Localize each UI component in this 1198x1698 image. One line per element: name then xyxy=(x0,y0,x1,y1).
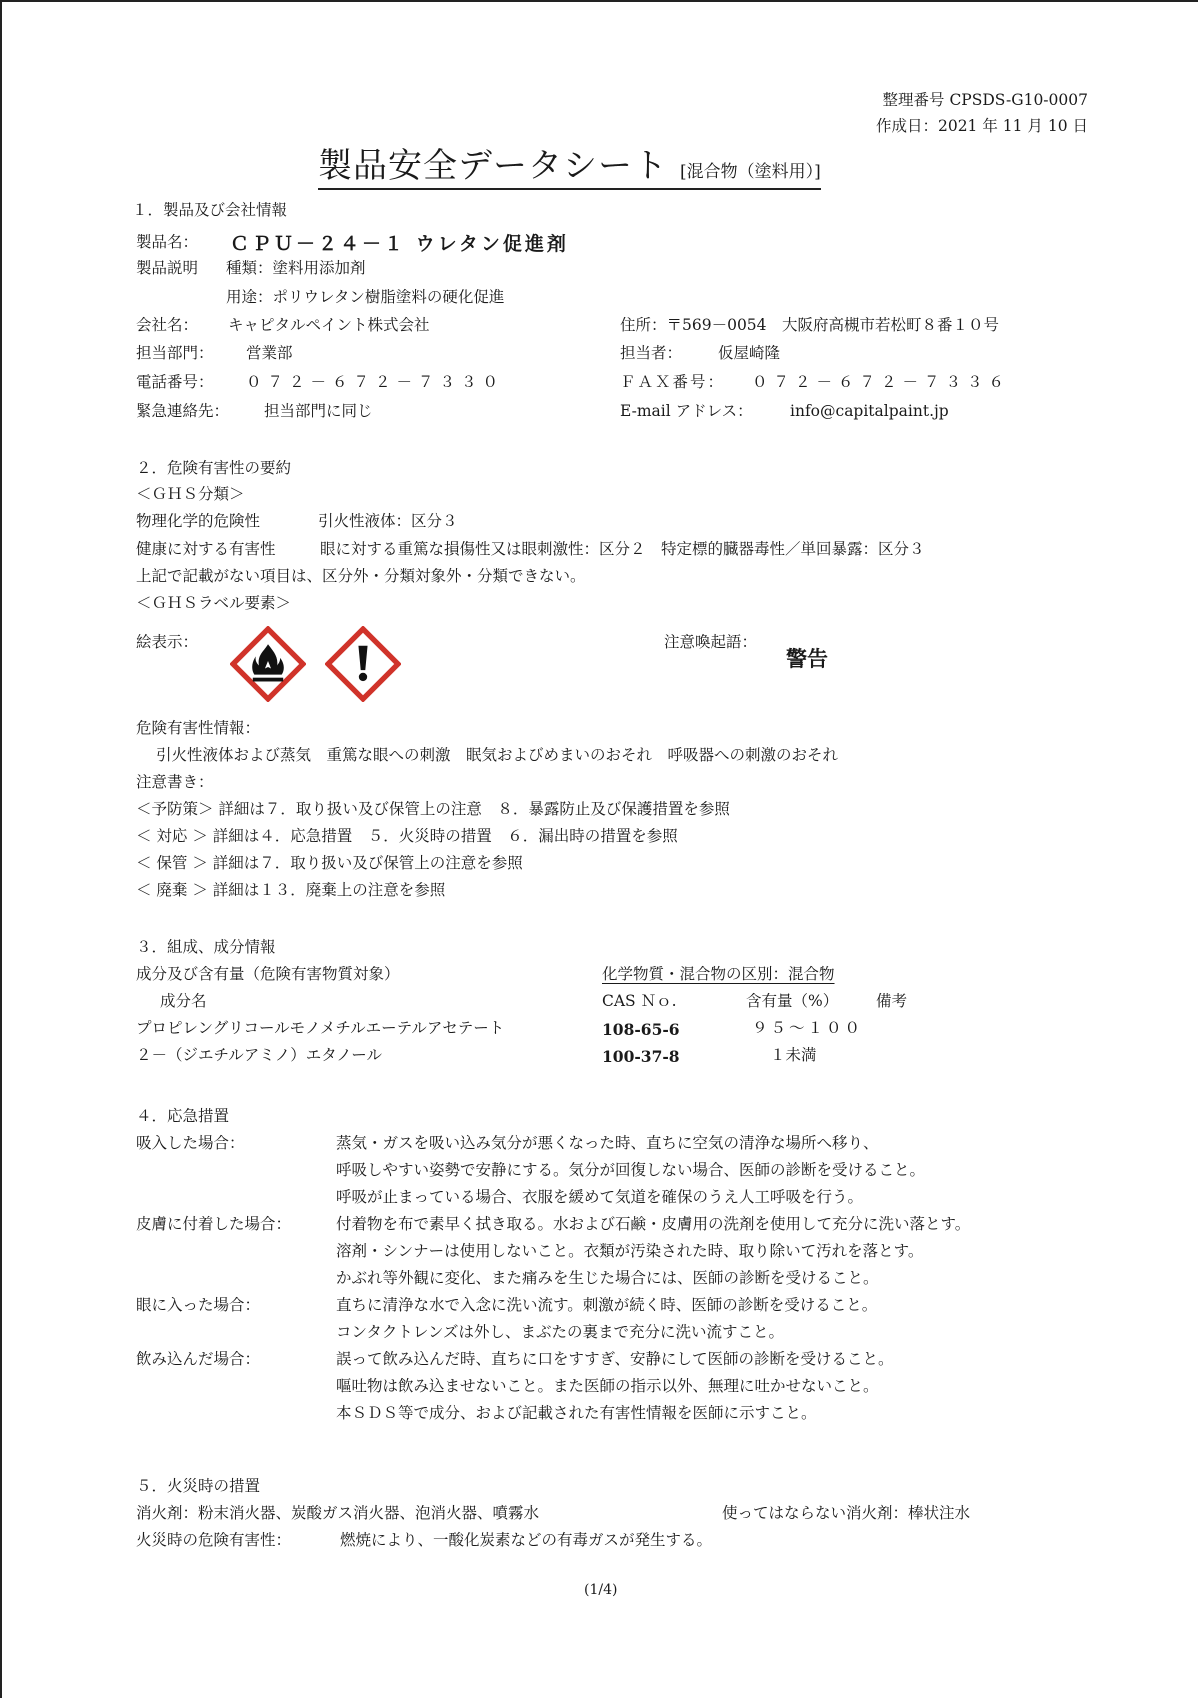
pictogram-label: 絵表示： xyxy=(136,633,199,651)
email-label: E-mail アドレス： xyxy=(620,402,753,420)
email-value: info@capitalpaint.jp xyxy=(790,402,949,420)
col-header-cas: CAS Ｎｏ. xyxy=(602,992,677,1010)
ref-number: 整理番号 CPSDS-G10-0007 xyxy=(882,91,1088,109)
content-label: 成分及び含有量（危険有害物質対象） xyxy=(136,965,400,983)
col-header-name: 成分名 xyxy=(160,992,207,1010)
hazard-info: 引火性液体および蒸気 重篤な眼への刺激 眠気およびめまいのおそれ 呼吸器への刺激のおそれ xyxy=(156,746,839,764)
component-row-2-name: ２－（ジエチルアミノ）エタノール xyxy=(136,1046,382,1064)
emergency-label: 緊急連絡先： xyxy=(136,402,230,420)
first-aid-inhalation-line: 蒸気・ガスを吸い込み気分が悪くなった時、直ちに空気の清浄な場所へ移り、 xyxy=(336,1134,879,1152)
first-aid-skin-line: 付着物を布で素早く拭き取る。水および石鹸・皮膚用の洗剤を使用して充分に洗い落とす。 xyxy=(336,1215,971,1233)
phone-label: 電話番号： xyxy=(136,373,214,391)
component-row-1-content: ９５～１００ xyxy=(752,1019,864,1037)
product-name: ＣＰＵ－２４－１ ウレタン促進剤 xyxy=(230,233,569,255)
first-aid-eye-line: コンタクトレンズは外し、まぶたの裏まで充分に洗い流すこと。 xyxy=(336,1323,785,1341)
ghs-class-heading: ＜ＧＨＳ分類＞ xyxy=(136,485,245,503)
flame-icon xyxy=(230,626,306,702)
product-type: 種類：塗料用添加剤 xyxy=(226,259,366,277)
first-aid-eye-line: 直ちに清浄な水で入念に洗い流す。刺激が続く時、医師の診断を受けること。 xyxy=(336,1296,878,1314)
phone-value: ０７２－６７２－７３３０ xyxy=(246,373,505,391)
first-aid-inhalation-line: 呼吸が止まっている場合、衣服を緩めて気道を確保のうえ人工呼吸を行う。 xyxy=(336,1188,864,1206)
first-aid-ingestion-label: 飲み込んだ場合： xyxy=(136,1350,261,1368)
precaution-storage: ＜ 保管 ＞ 詳細は７．取り扱い及び保管上の注意を参照 xyxy=(136,854,523,872)
first-aid-inhalation-line: 呼吸しやすい姿勢で安静にする。気分が回復しない場合、医師の診断を受けること。 xyxy=(336,1161,926,1179)
col-header-note: 備考 xyxy=(876,992,908,1010)
section3-heading: ３．組成、成分情報 xyxy=(136,938,276,956)
created-date: 作成日：2021 年 11 月 10 日 xyxy=(875,117,1088,135)
substance-classification: 化学物質・混合物の区別：混合物 xyxy=(602,965,835,983)
section5-heading: ５．火災時の措置 xyxy=(136,1477,261,1495)
company-address: 住所：〒569－0054 大阪府高槻市若松町８番１０号 xyxy=(620,316,1000,334)
component-row-2-cas: 100-37-8 xyxy=(602,1047,680,1066)
first-aid-eye-label: 眼に入った場合： xyxy=(136,1296,261,1314)
dept-label: 担当部門： xyxy=(136,344,214,362)
fax-value: ０７２－６７２－７３３６ xyxy=(752,373,1011,391)
first-aid-ingestion-line: 本ＳＤＳ等で成分、および記載された有害性情報を医師に示すこと。 xyxy=(336,1404,817,1422)
signal-word-label: 注意喚起語： xyxy=(664,633,758,651)
dept-value: 営業部 xyxy=(246,344,293,362)
product-use: 用途：ポリウレタン樹脂塗料の硬化促進 xyxy=(226,288,505,306)
section1-heading: １．製品及び会社情報 xyxy=(132,201,288,219)
signal-word: 警告 xyxy=(786,647,828,671)
first-aid-ingestion-line: 誤って飲み込んだ時、直ちに口をすすぎ、安静にして医師の診断を受けること。 xyxy=(336,1350,894,1368)
document-title xyxy=(318,146,821,190)
product-name-label: 製品名： xyxy=(136,233,199,251)
section4-heading: ４．応急措置 xyxy=(136,1107,230,1125)
section2-heading: ２．危険有害性の要約 xyxy=(136,459,292,477)
not-listed-note: 上記で記載がない項目は、区分外・分類対象外・分類できない。 xyxy=(136,567,586,585)
first-aid-skin-label: 皮膚に付着した場合： xyxy=(136,1215,292,1233)
precaution-prevention: ＜予防策＞ 詳細は７．取り扱い及び保管上の注意 ８．暴露防止及び保護措置を参照 xyxy=(136,800,730,818)
fire-hazard-value: 燃焼により、一酸化炭素などの有毒ガスが発生する。 xyxy=(340,1531,713,1549)
company-label: 会社名： xyxy=(136,316,199,334)
emergency-value: 担当部門に同じ xyxy=(264,402,373,420)
fax-label: ＦＡＸ番号： xyxy=(620,373,726,391)
health-hazard-label: 健康に対する有害性 xyxy=(136,540,276,558)
fire-hazard-label: 火災時の危険有害性： xyxy=(136,1531,292,1549)
col-header-content: 含有量（%） xyxy=(746,992,839,1010)
product-desc-label: 製品説明 xyxy=(136,259,199,277)
component-row-2-content: １未満 xyxy=(770,1046,817,1064)
physical-hazard-value: 引火性液体：区分３ xyxy=(318,512,458,530)
person-value: 仮屋崎隆 xyxy=(718,344,781,362)
page-number: (1/4) xyxy=(584,1582,618,1598)
first-aid-skin-line: かぶれ等外観に変化、また痛みを生じた場合には、医師の診断を受けること。 xyxy=(336,1269,879,1287)
prohibited-media: 使ってはならない消火剤：棒状注水 xyxy=(722,1504,971,1522)
company-name: キャピタルペイント株式会社 xyxy=(228,316,430,334)
exclamation-mark-icon xyxy=(325,626,401,702)
health-hazard-value: 眼に対する重篤な損傷性又は眼刺激性：区分２ 特定標的臓器毒性／単回暴露：区分３ xyxy=(320,540,925,558)
label-elements-heading: ＜ＧＨＳラベル要素＞ xyxy=(136,594,292,612)
precaution-disposal: ＜ 廃棄 ＞ 詳細は１３．廃棄上の注意を参照 xyxy=(136,881,446,899)
first-aid-inhalation-label: 吸入した場合： xyxy=(136,1134,245,1152)
precaution-label: 注意書き： xyxy=(136,773,214,791)
precaution-response: ＜ 対応 ＞ 詳細は４．応急措置 ５．火災時の措置 ６．漏出時の措置を参照 xyxy=(136,827,678,845)
component-row-1-cas: 108-65-6 xyxy=(602,1020,680,1039)
title-main: 製品安全データシート xyxy=(318,146,668,186)
person-label: 担当者： xyxy=(620,344,683,362)
hazard-info-label: 危険有害性情報： xyxy=(136,719,261,737)
component-row-1-name: プロピレングリコールモノメチルエーテルアセテート xyxy=(136,1019,505,1037)
title-sub: [混合物（塗料用）] xyxy=(680,162,821,182)
extinguisher-media: 消火剤：粉末消火器、炭酸ガス消火器、泡消火器、噴霧水 xyxy=(136,1504,540,1522)
first-aid-ingestion-line: 嘔吐物は飲み込ませないこと。また医師の指示以外、無理に吐かせないこと。 xyxy=(336,1377,879,1395)
physical-hazard-label: 物理化学的危険性 xyxy=(136,512,261,530)
first-aid-skin-line: 溶剤・シンナーは使用しないこと。衣類が汚染された時、取り除いて汚れを落とす。 xyxy=(336,1242,924,1260)
